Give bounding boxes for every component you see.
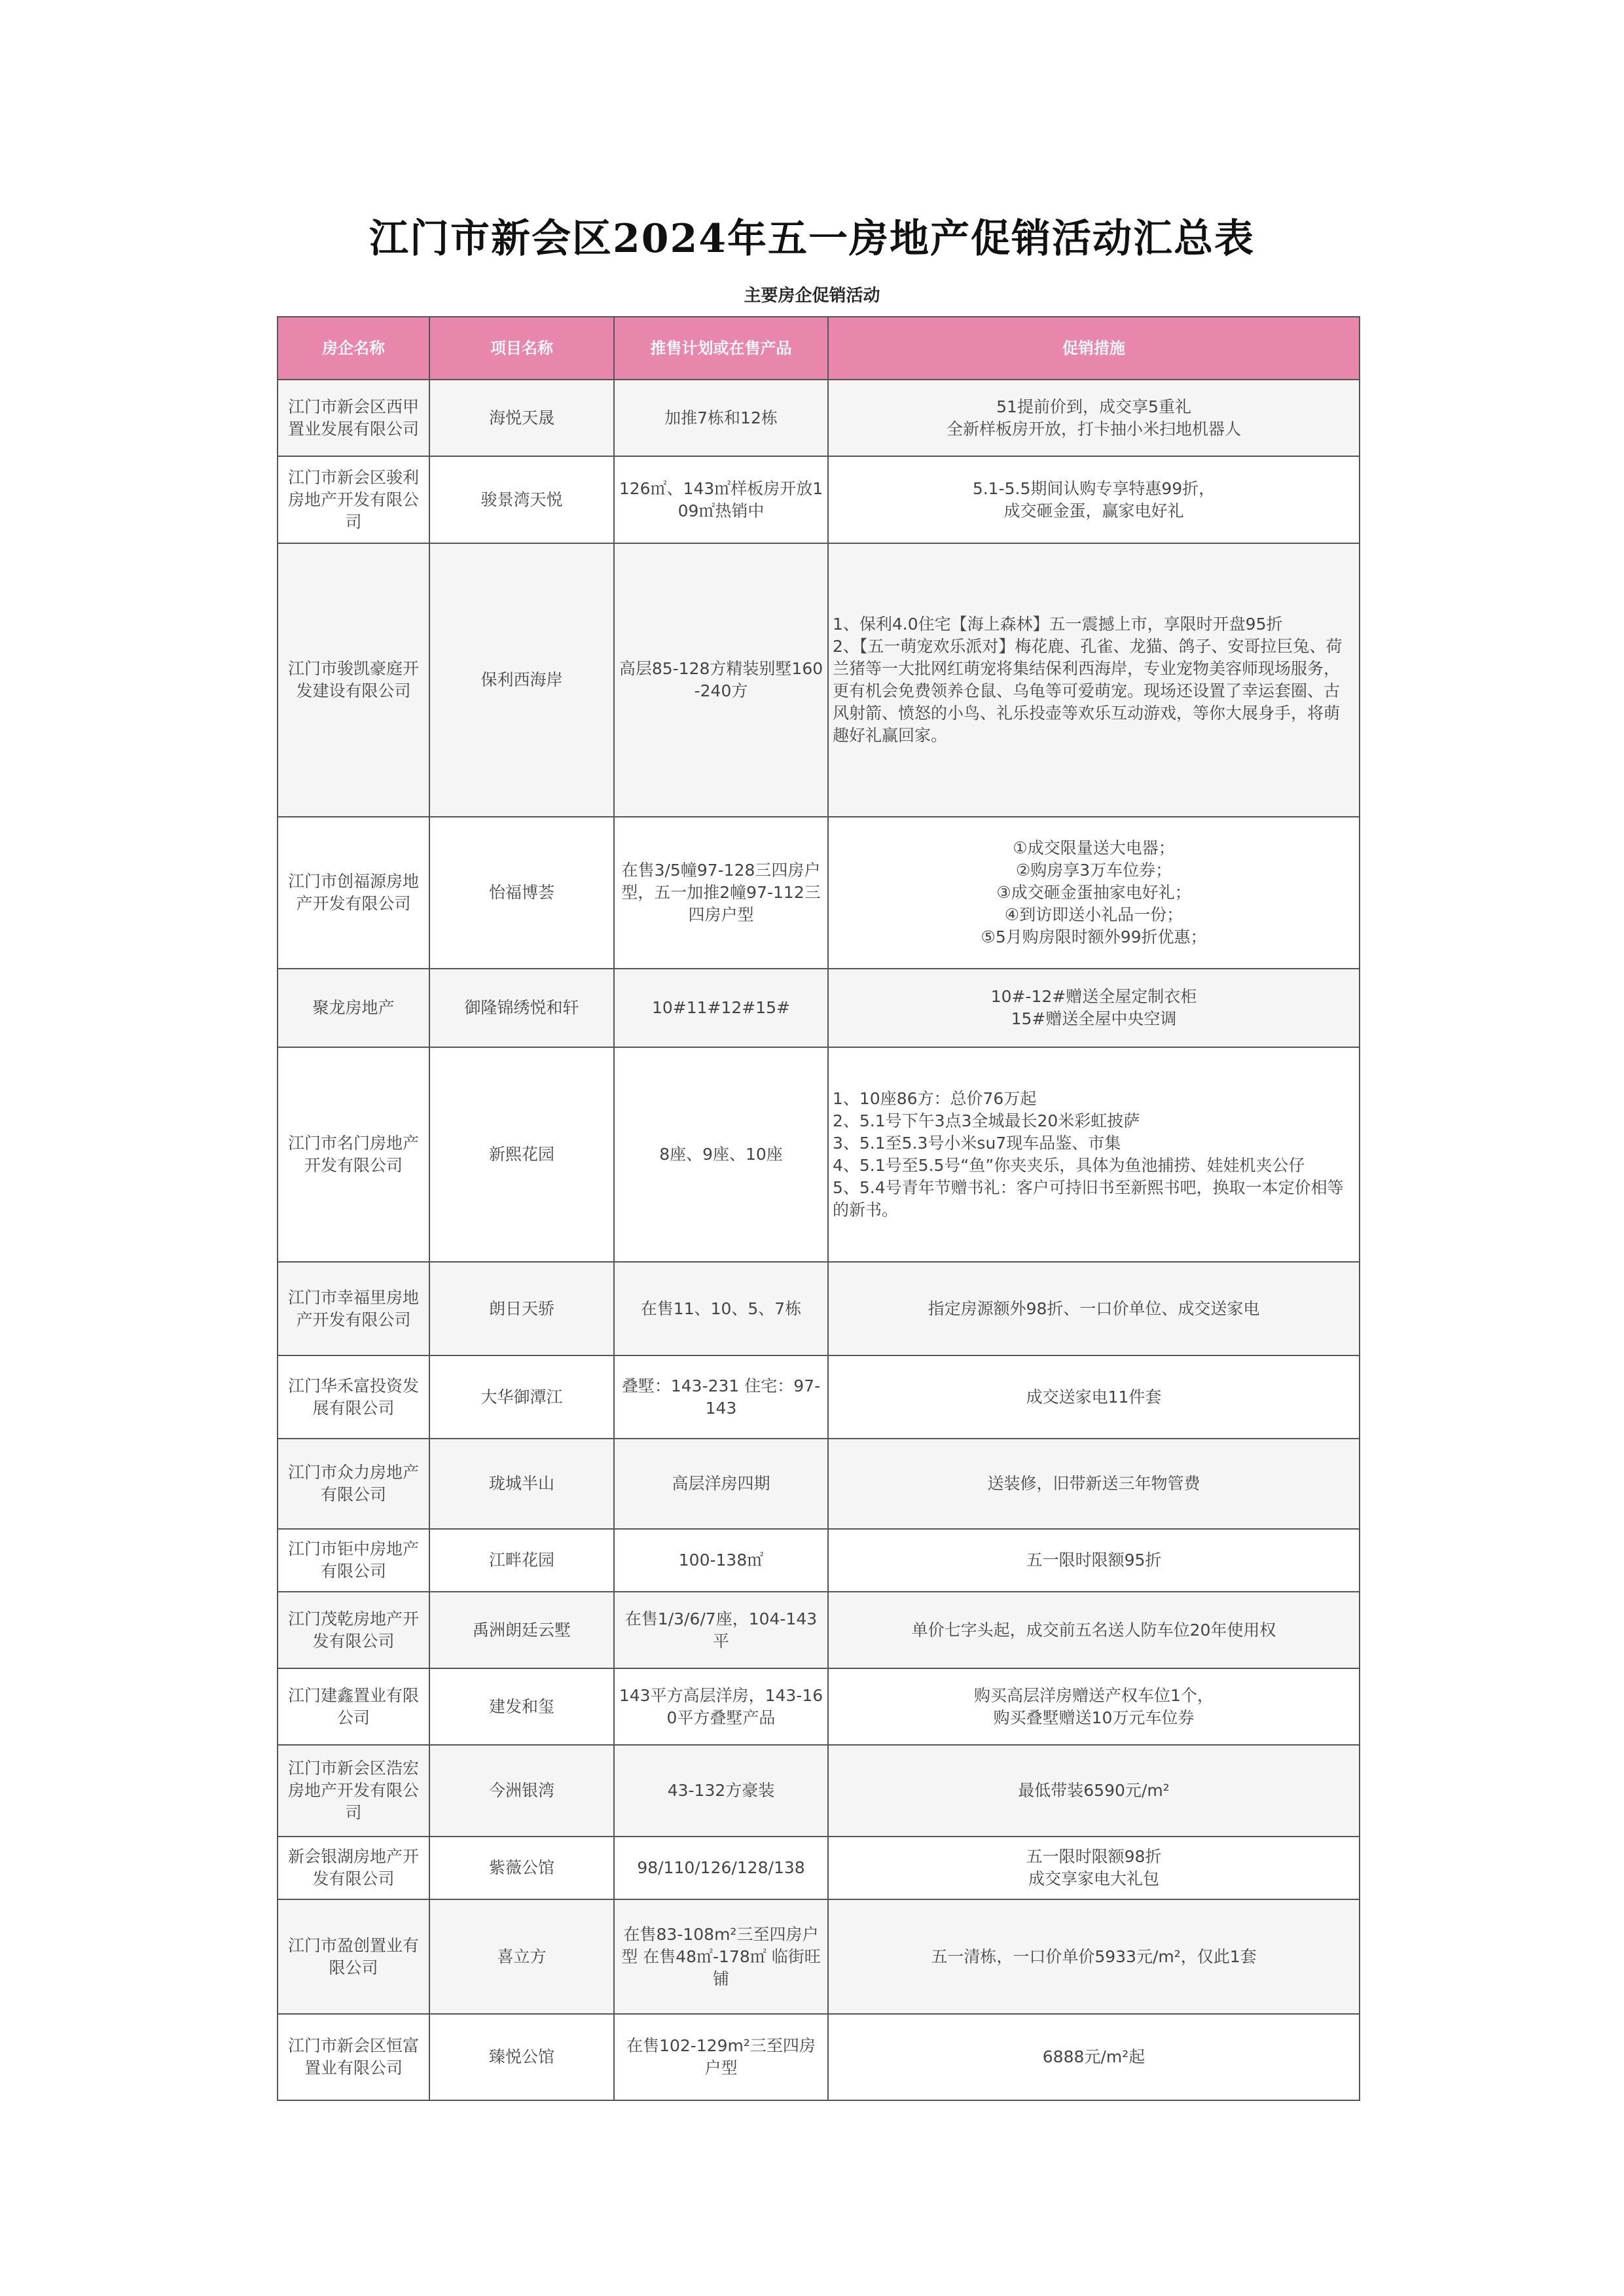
product-cell: 126㎡、143㎡样板房开放109㎡热销中	[614, 456, 828, 543]
measure-line: ①成交限量送大电器；	[1013, 838, 1175, 857]
measure-line: 6888元/m²起	[1042, 2047, 1146, 2066]
company-cell: 江门茂乾房地产开发有限公司	[278, 1592, 429, 1668]
measure-line: 1、10座86方：总价76万起	[833, 1089, 1037, 1108]
measure-line: ④到访即送小礼品一份；	[1004, 905, 1183, 924]
company-cell: 江门市钜中房地产有限公司	[278, 1529, 429, 1592]
measure-line: 五一清栋，一口价单价5933元/m²，仅此1套	[931, 1946, 1257, 1966]
company-cell: 江门建鑫置业有限公司	[278, 1668, 429, 1745]
promotion-table	[277, 316, 1360, 2101]
product-cell: 100-138㎡	[614, 1529, 828, 1592]
table-row	[278, 1047, 1360, 1262]
company-cell: 江门市骏凯豪庭开发建设有限公司	[278, 543, 429, 817]
measure-line: 送装修，旧带新送三年物管费	[987, 1474, 1200, 1493]
product-cell: 8座、9座、10座	[614, 1047, 828, 1262]
table-header-row	[278, 317, 1360, 380]
measure-line: 5、5.4号青年节赠书礼：客户可持旧书至新熙书吧，换取一本定价相等的新书。	[833, 1178, 1344, 1219]
measure-line: 10#-12#赠送全屋定制衣柜	[990, 987, 1197, 1006]
product-cell: 10#11#12#15#	[614, 969, 828, 1047]
measure-line: 15#赠送全屋中央空调	[1011, 1009, 1177, 1028]
company-cell: 聚龙房地产	[278, 969, 429, 1047]
product-cell: 在售102-129m²三至四房户型	[614, 2014, 828, 2100]
measures-cell	[828, 380, 1360, 456]
table-row	[278, 1355, 1360, 1439]
product-cell: 143平方高层洋房，143-160平方叠墅产品	[614, 1668, 828, 1745]
measure-line: 购买高层洋房赠送产权车位1个，	[974, 1685, 1214, 1705]
measure-line: 全新样板房开放，打卡抽小米扫地机器人	[946, 419, 1241, 439]
measures-cell	[828, 456, 1360, 543]
company-cell: 江门市新会区浩宏房地产开发有限公司	[278, 1745, 429, 1837]
measure-line: 1、保利4.0住宅【海上森林】五一震撼上市，享限时开盘95折	[833, 615, 1283, 634]
product-cell: 在售11、10、5、7栋	[614, 1262, 828, 1355]
measures-cell	[828, 1837, 1360, 1899]
company-cell: 江门华禾富投资发展有限公司	[278, 1355, 429, 1439]
project-cell: 怡福博荟	[429, 817, 614, 969]
project-cell: 朗日天骄	[429, 1262, 614, 1355]
measures-cell	[828, 1439, 1360, 1529]
table-subtitle: 主要房企促销活动	[744, 286, 880, 306]
measures-cell	[828, 1668, 1360, 1745]
measure-line: 51提前价到，成交享5重礼	[996, 397, 1191, 416]
company-cell: 江门市名门房地产开发有限公司	[278, 1047, 429, 1262]
measures-cell	[828, 969, 1360, 1047]
company-cell: 江门市新会区西甲置业发展有限公司	[278, 380, 429, 456]
project-cell: 海悦天晟	[429, 380, 614, 456]
measures-cell	[828, 1745, 1360, 1837]
measure-line: 购买叠墅赠送10万元车位券	[993, 1708, 1195, 1727]
measures-cell	[828, 1262, 1360, 1355]
measure-line: 4、5.1号至5.5号“鱼”你夹夹乐，具体为鱼池捕捞、娃娃机夹公仔	[833, 1156, 1305, 1175]
measures-cell	[828, 1899, 1360, 2014]
table-row	[278, 1439, 1360, 1529]
measures-cell	[828, 1047, 1360, 1262]
measure-line: 五一限时限额98折	[1026, 1847, 1162, 1866]
company-cell: 江门市众力房地产有限公司	[278, 1439, 429, 1529]
measures-cell	[828, 1355, 1360, 1439]
project-cell: 禹洲朗廷云墅	[429, 1592, 614, 1668]
measure-line: 2、5.1号下午3点3全城最长20米彩虹披萨	[833, 1111, 1140, 1130]
measure-line: 五一限时限额95折	[1026, 1551, 1162, 1570]
product-cell: 98/110/126/128/138	[614, 1837, 828, 1899]
company-cell: 江门市新会区骏利房地产开发有限公司	[278, 456, 429, 543]
project-cell: 大华御潭江	[429, 1355, 614, 1439]
project-cell: 御隆锦绣悦和轩	[429, 969, 614, 1047]
measure-line: 5.1-5.5期间认购专享特惠99折，	[972, 478, 1216, 498]
project-cell: 新熙花园	[429, 1047, 614, 1262]
measure-line: 最低带装6590元/m²	[1018, 1781, 1170, 1800]
measure-line: 成交砸金蛋，赢家电好礼	[1003, 501, 1184, 520]
table-row	[278, 1262, 1360, 1355]
measure-line: 指定房源额外98折、一口价单位、成交送家电	[928, 1299, 1260, 1318]
measures-cell	[828, 817, 1360, 969]
table-row	[278, 2014, 1360, 2100]
table-row	[278, 817, 1360, 969]
table-row	[278, 969, 1360, 1047]
measure-line: 3、5.1至5.3号小米su7现车品鉴、市集	[833, 1134, 1121, 1153]
page-title: 江门市新会区2024年五一房地产促销活动汇总表	[369, 216, 1255, 262]
company-cell: 江门市创福源房地产开发有限公司	[278, 817, 429, 969]
measure-line: 成交送家电11件套	[1026, 1387, 1162, 1407]
project-cell: 建发和玺	[429, 1668, 614, 1745]
product-cell: 43-132方豪装	[614, 1745, 828, 1837]
company-cell: 江门市幸福里房地产开发有限公司	[278, 1262, 429, 1355]
table-row	[278, 543, 1360, 817]
header-company: 房企名称	[278, 317, 429, 380]
company-cell: 江门市盈创置业有限公司	[278, 1899, 429, 2014]
measure-line: 单价七字头起，成交前五名送人防车位20年使用权	[911, 1620, 1276, 1640]
header-measures: 促销措施	[828, 317, 1360, 380]
measure-line: 成交享家电大礼包	[1028, 1869, 1159, 1888]
measure-line: ⑤5月购房限时额外99折优惠；	[981, 927, 1207, 946]
table-row	[278, 1592, 1360, 1668]
header-project: 项目名称	[429, 317, 614, 380]
product-cell: 在售1/3/6/7座，104-143平	[614, 1592, 828, 1668]
project-cell: 珑城半山	[429, 1439, 614, 1529]
measure-line: ②购房享3万车位券；	[1015, 861, 1172, 880]
measures-cell	[828, 1592, 1360, 1668]
table-row	[278, 1899, 1360, 2014]
measures-cell	[828, 2014, 1360, 2100]
product-cell: 高层85-128方精装别墅160-240方	[614, 543, 828, 817]
project-cell: 今洲银湾	[429, 1745, 614, 1837]
project-cell: 紫薇公馆	[429, 1837, 614, 1899]
table-row	[278, 1745, 1360, 1837]
table-row	[278, 1837, 1360, 1899]
project-cell: 保利西海岸	[429, 543, 614, 817]
table-row	[278, 380, 1360, 456]
project-cell: 臻悦公馆	[429, 2014, 614, 2100]
measures-cell	[828, 543, 1360, 817]
table-row	[278, 456, 1360, 543]
company-cell: 江门市新会区恒富置业有限公司	[278, 2014, 429, 2100]
table-body	[278, 380, 1360, 2100]
product-cell: 在售83-108m²三至四房户型 在售48㎡-178㎡ 临街旺铺	[614, 1899, 828, 2014]
header-product: 推售计划或在售产品	[614, 317, 828, 380]
measures-cell	[828, 1529, 1360, 1592]
product-cell: 高层洋房四期	[614, 1439, 828, 1529]
measure-line: ③成交砸金蛋抽家电好礼；	[996, 883, 1191, 902]
product-cell: 在售3/5幢97-128三四房户型，五一加推2幢97-112三四房户型	[614, 817, 828, 969]
table-row	[278, 1668, 1360, 1745]
project-cell: 骏景湾天悦	[429, 456, 614, 543]
table-row	[278, 1529, 1360, 1592]
project-cell: 喜立方	[429, 1899, 614, 2014]
product-cell: 加推7栋和12栋	[614, 380, 828, 456]
project-cell: 江畔花园	[429, 1529, 614, 1592]
company-cell: 新会银湖房地产开发有限公司	[278, 1837, 429, 1899]
product-cell: 叠墅：143-231 住宅：97-143	[614, 1355, 828, 1439]
measure-line: 2、【五一萌宠欢乐派对】梅花鹿、孔雀、龙猫、鸽子、安哥拉巨兔、荷兰猪等一大批网红萌宠将集结保利西海岸，专业宠物美容师现场服务，更有机会免费领养仓鼠、乌龟等可爱萌宠。现场还设置了幸运套圈、古风射箭、愤怒的小鸟、礼乐投壶等欢乐互动游戏，等你大展身手，将萌趣好礼赢回家。	[833, 637, 1343, 745]
